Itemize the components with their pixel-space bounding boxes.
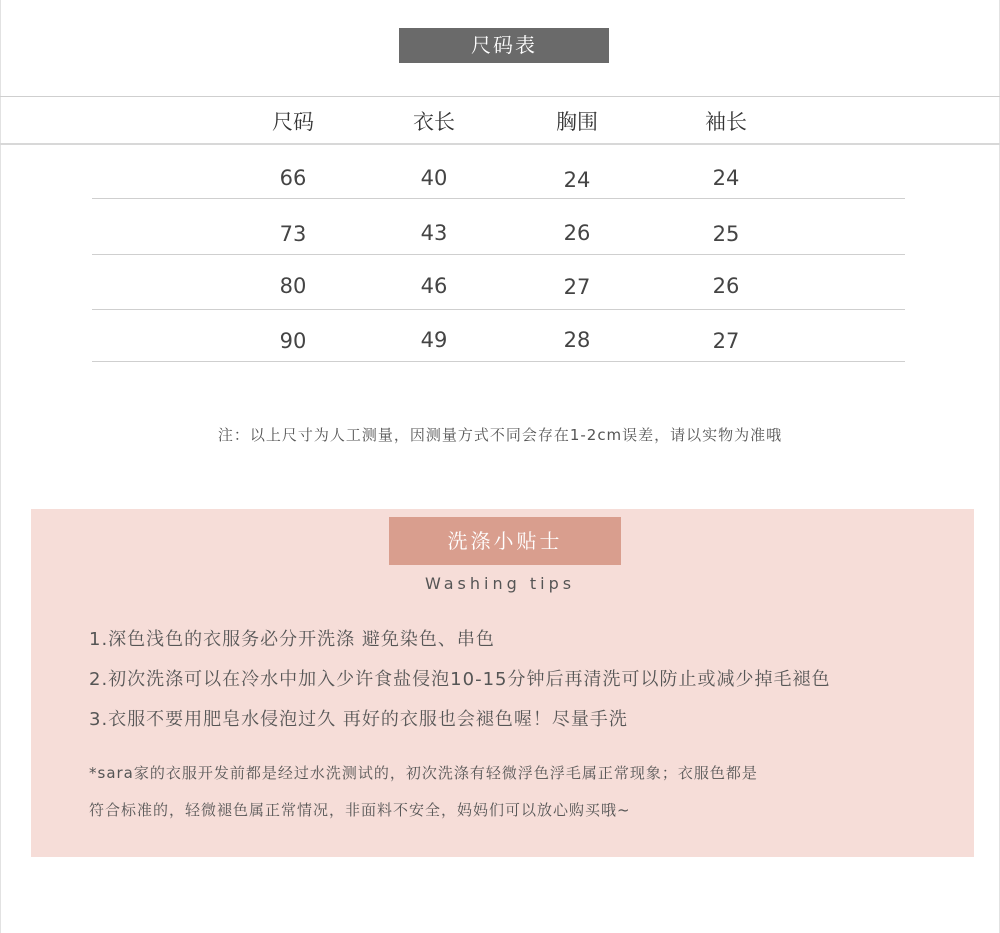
table-cell-chest: 27: [563, 275, 591, 299]
table-cell-length: 49: [420, 328, 448, 352]
table-cell-chest: 28: [563, 328, 591, 352]
row-divider: [92, 198, 905, 199]
washing-tips-title: 洗涤小贴士: [389, 517, 621, 565]
table-cell-length: 43: [420, 221, 448, 245]
table-cell-length: 46: [420, 274, 448, 298]
header-divider-top: [0, 96, 1000, 97]
column-header-chest: 胸围: [556, 110, 598, 134]
column-header-size: 尺码: [272, 110, 314, 134]
table-cell-sleeve: 26: [712, 274, 740, 298]
table-cell-chest: 26: [563, 221, 591, 245]
column-header-sleeve: 袖长: [705, 110, 747, 134]
washing-tip-item: 1.深色浅色的衣服务必分开洗涤 避免染色、串色: [89, 629, 495, 650]
row-divider: [92, 309, 905, 310]
washing-tip-item: 3.衣服不要用肥皂水侵泡过久 再好的衣服也会褪色喔！尽量手洗: [89, 709, 628, 730]
table-cell-size: 66: [279, 166, 307, 190]
washing-footnote-line: 符合标准的，轻微褪色属正常情况，非面料不安全，妈妈们可以放心购买哦~: [89, 801, 631, 819]
row-divider: [92, 361, 905, 362]
row-divider: [92, 254, 905, 255]
table-cell-sleeve: 24: [712, 166, 740, 190]
washing-tips-subtitle: Washing tips: [424, 574, 576, 593]
washing-footnote-line: *sara家的衣服开发前都是经过水洗测试的，初次洗涤有轻微浮色浮毛属正常现象；衣服色都是: [89, 764, 758, 782]
column-header-length: 衣长: [413, 110, 455, 134]
table-cell-length: 40: [420, 166, 448, 190]
frame-border-left: [0, 0, 1, 933]
table-cell-size: 80: [279, 274, 307, 298]
table-cell-size: 90: [279, 329, 307, 353]
table-cell-chest: 24: [563, 168, 591, 192]
measurement-note: 注：以上尺寸为人工测量，因测量方式不同会存在1-2cm误差，请以实物为准哦: [217, 426, 783, 444]
size-chart-title: 尺码表: [399, 28, 609, 63]
table-cell-size: 73: [279, 222, 307, 246]
table-cell-sleeve: 27: [712, 329, 740, 353]
table-cell-sleeve: 25: [712, 222, 740, 246]
washing-tip-item: 2.初次洗涤可以在冷水中加入少许食盐侵泡10-15分钟后再清洗可以防止或减少掉毛褪色: [89, 669, 831, 690]
header-divider-bottom: [0, 143, 1000, 145]
